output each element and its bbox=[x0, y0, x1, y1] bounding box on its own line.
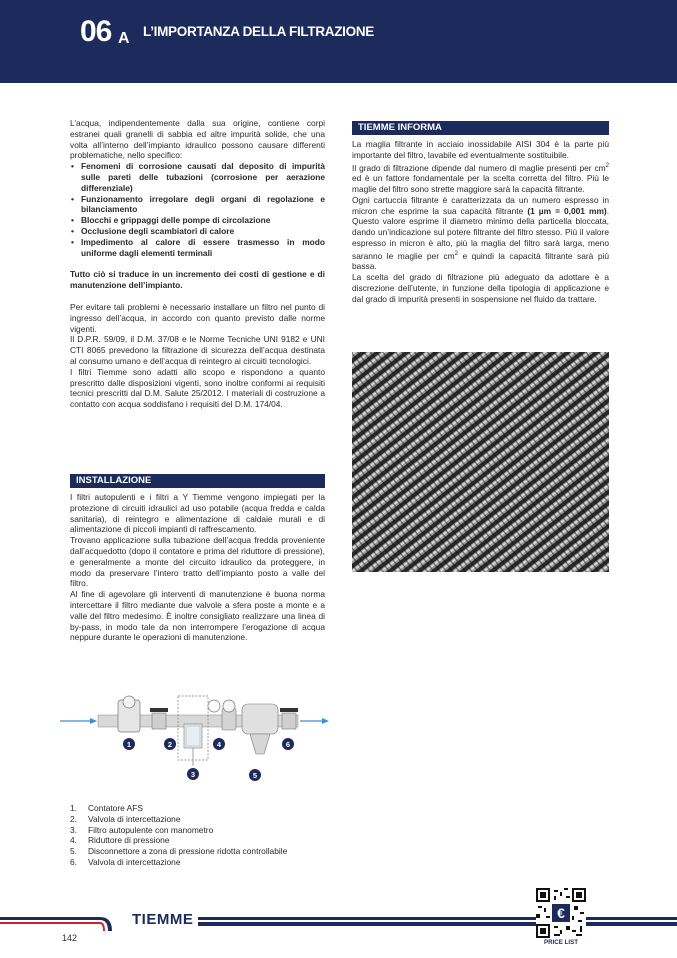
issues-list bbox=[70, 161, 325, 258]
page-number: 142 bbox=[62, 933, 78, 943]
installation-diagram bbox=[60, 688, 330, 788]
filter-mesh-image bbox=[352, 352, 609, 572]
backflow-preventer-icon bbox=[242, 704, 278, 754]
diagram-marker bbox=[282, 738, 294, 750]
list-item: • Fenomeni di corrosione causati dal deposito di impurità sulle pareti delle tubazioni (corrosione per aerazione differenziale) bbox=[81, 161, 325, 193]
qr-caption: PRICE LIST bbox=[543, 939, 579, 946]
diagram-marker bbox=[123, 738, 135, 750]
page-title: L’IMPORTANZA DELLA FILTRAZIONE bbox=[143, 24, 374, 39]
legend-item: 6. Valvola di intercettazione bbox=[70, 856, 181, 867]
filter-icon bbox=[178, 696, 220, 766]
ball-valve-icon bbox=[150, 708, 168, 729]
legend-item: 1. Contatore AFS bbox=[70, 803, 143, 813]
list-item: • Occlusione degli scambiatori di calore bbox=[81, 226, 325, 237]
list-item: • Impedimento al calore di essere trasmesso in modo uniforme dagli elementi terminali bbox=[81, 237, 325, 259]
diagram-legend bbox=[70, 803, 287, 868]
water-meter-icon bbox=[118, 696, 140, 732]
installazione-paragraph: I filtri autopulenti e i filtri a Y Tiemme vengono impiegati per la protezione di circuiti idraulici ad uso potabile (acqua fredda e calda sanitaria), di reintegro e alimentazione di caldaie murali e di alimentazione di piccoli impianti di raffrescamento. bbox=[70, 492, 325, 535]
informa-paragraph: La scelta del grado di filtrazione più adeguato da adottare è a discrezione dell’utente, in funzione della tipologia di applicazione e dal grado di impurità presenti in sospensione nel fluido da trattare. bbox=[352, 272, 609, 304]
qr-code-icon[interactable] bbox=[536, 888, 586, 938]
diagram-marker bbox=[164, 738, 176, 750]
intro-paragraph: Il D.P.R. 59/09, il D.M. 37/08 e le Norme Tecniche UNI 9182 e UNI CTI 8065 prevedono la filtrazione di sicurezza dell’acqua destinata al consumo umano e dell’acqua di reintegro ai circuiti tecnologici. bbox=[70, 334, 325, 366]
svg-text:2: 2 bbox=[167, 740, 173, 749]
section-number: 06 bbox=[80, 15, 112, 48]
pressure-reducer-icon bbox=[222, 700, 236, 730]
informa-section bbox=[352, 139, 609, 305]
diagram-marker bbox=[187, 768, 199, 780]
installazione-title: INSTALLAZIONE bbox=[76, 475, 152, 486]
brand-logo: TIEMME bbox=[128, 911, 197, 928]
intro-section bbox=[70, 118, 325, 410]
page-header bbox=[0, 0, 677, 83]
informa-banner bbox=[352, 121, 609, 135]
intro-consequence: Tutto ciò si traduce in un incremento dei costi di gestione e di manutenzione dell’impianto. bbox=[70, 269, 325, 291]
intro-lead: L’acqua, indipendentemente dalla sua origine, contiene corpi estranei quali granelli di sabbia ed altre impurità solide, che una volta all’interno dell’impianto idraulico possono causare differenti problematiche, nello specifico: bbox=[70, 118, 325, 161]
diagram-marker bbox=[213, 738, 225, 750]
informa-paragraph: Il grado di filtrazione dipende dal numero di maglie presenti per $cm^2$ ed è un fattore fondamentale per la scelta corretta del filtro. Più le maglie del filtro sono strette maggiore sarà la capacità filtrante. bbox=[352, 162, 609, 194]
installazione-paragraph: Trovano applicazione sulla tubazione dell’acqua fredda proveniente dall’acquedotto (dopo il contatore e prima del riduttore di pressione), e generalmente a monte del circuito idraulico da proteggere, in modo da preservare l’intero tratto dell’impianto posto a valle del filtro. bbox=[70, 535, 325, 589]
svg-text:€: € bbox=[557, 905, 565, 921]
intro-paragraph: I filtri Tiemme sono adatti allo scopo e rispondono a quanto prescritto dalle disposizioni vigenti, sono inoltre conformi ai requisiti tecnici prescritti dal D.M. Salute 25/2012. I materiali di costruzione a contatto con acqua soddisfano i requisiti del D.M. 174/04. bbox=[70, 366, 325, 410]
section-letter: A bbox=[118, 30, 130, 47]
svg-text:4: 4 bbox=[216, 740, 222, 749]
svg-text:6: 6 bbox=[285, 740, 291, 749]
legend-item: 4. Riduttore di pressione bbox=[70, 835, 170, 846]
intro-paragraph: Per evitare tali problemi è necessario installare un filtro nel punto di ingresso dell’acqua, in accordo con quanto previsto dalle norme vigenti. bbox=[70, 301, 325, 334]
legend-item: 2. Valvola di intercettazione bbox=[70, 813, 181, 824]
informa-paragraph: La maglia filtrante in acciaio inossidabile AISI 304 è la parte più importante del filtro, lavabile ed eventualmente sostituibile. bbox=[352, 139, 609, 160]
svg-text:5: 5 bbox=[252, 771, 258, 780]
installazione-section bbox=[70, 492, 325, 643]
installazione-paragraph: Al fine di agevolare gli interventi di manutenzione è buona norma intercettare il filtro mediante due valvole a sfera poste a monte e a valle del filtro medesimo. È inoltre consigliato realizzare una linea di by-pass, in modo tale da non interrompere l’erogazione di acqua neppure durante le operazioni di manutenzione. bbox=[70, 589, 325, 643]
list-item: • Blocchi e grippaggi delle pompe di circolazione bbox=[81, 215, 325, 226]
svg-text:3: 3 bbox=[190, 770, 196, 779]
informa-paragraph: Ogni cartuccia filtrante è caratterizzata da un numero espresso in micron che esprime la sua capacità filtrante (1 µm = 0,001 mm). Questo valore esprime il diametro minimo della particella bloccata, dando un’indicazione sul potere filtrante del filtro stesso. Più il valore espresso in micron è alto, più la maglia del filtro sarà larga, meno saranno le maglie per $cm^2$ e quindi la capacità filtrante sarà più bassa. bbox=[352, 194, 610, 272]
legend-item: 5. Disconnettore a zona di pressione ridotta controllabile bbox=[70, 846, 288, 857]
diagram-marker bbox=[249, 769, 261, 781]
list-item: • Funzionamento irregolare degli organi di regolazione e bilanciamento bbox=[81, 194, 325, 216]
svg-text:1: 1 bbox=[126, 740, 132, 749]
legend-item: 3. Filtro autopulente con manometro bbox=[70, 824, 214, 835]
ball-valve-icon bbox=[280, 708, 298, 729]
informa-title: TIEMME INFORMA bbox=[358, 122, 442, 133]
installazione-banner bbox=[70, 474, 325, 488]
